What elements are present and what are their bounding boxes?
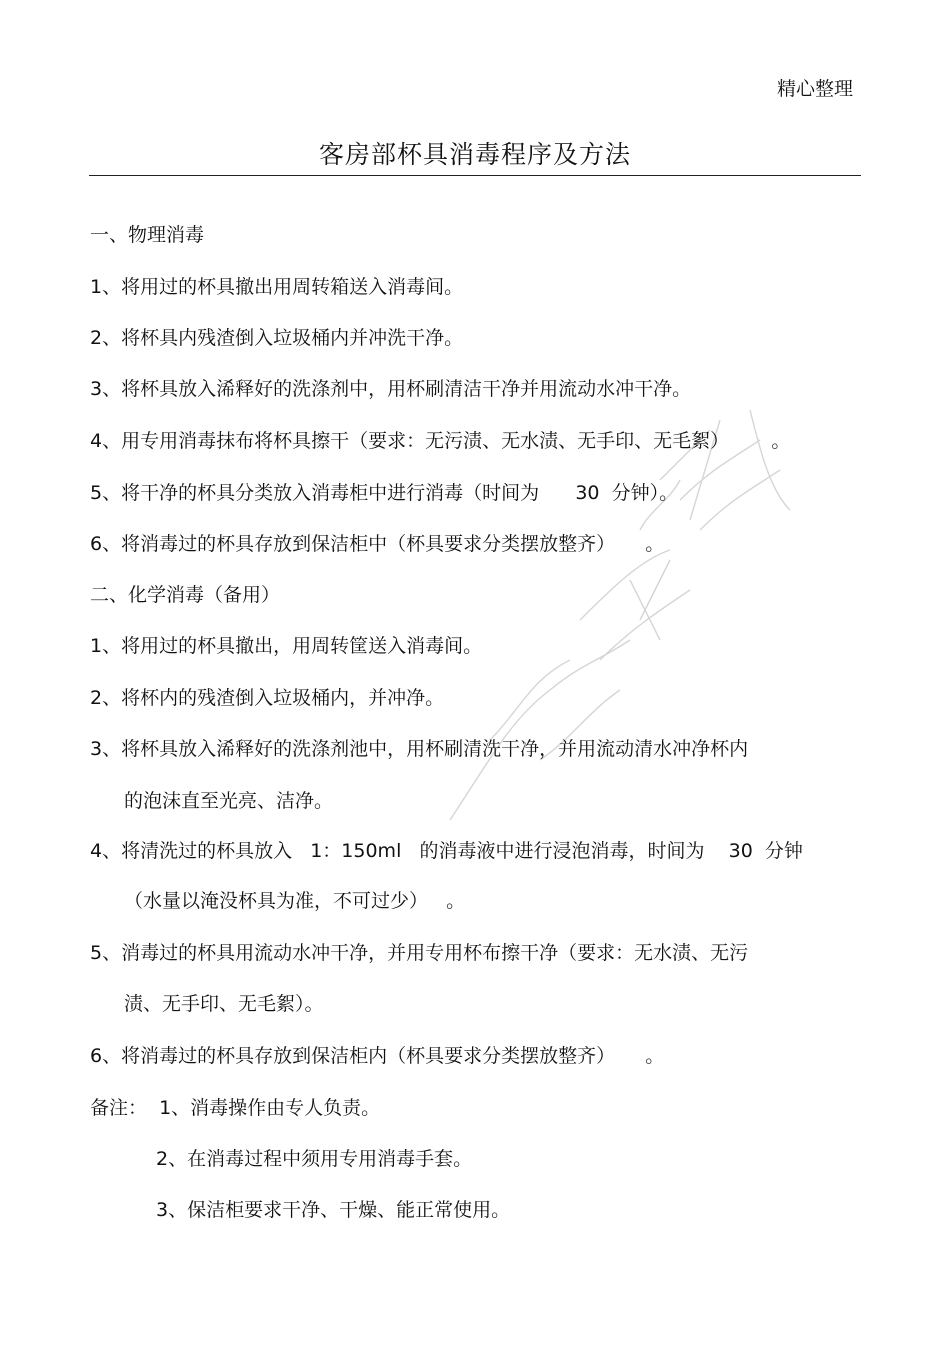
list-item: 5、将干净的杯具分类放入消毒柜中进行消毒（时间为 30 分钟）。 (90, 482, 679, 504)
list-item: 4、将清洗过的杯具放入 1：150ml 的消毒液中进行浸泡消毒，时间为 30 分钟 (90, 840, 803, 862)
section-heading-physical: 一、物理消毒 (90, 224, 205, 246)
list-item: 6、将消毒过的杯具存放到保洁柜中（杯具要求分类摆放整齐） 。 (90, 533, 665, 555)
list-item: 2、将杯具内残渣倒入垃圾桶内并冲洗干净。 (90, 327, 464, 349)
list-item: 3、将杯具放入浠释好的洗涤剂池中，用杯刷清洗干净，并用流动清水冲净杯内 (90, 738, 749, 760)
list-item: 4、用专用消毒抹布将杯具擦干（要求：无污渍、无水渍、无手印、无毛絮） 。 (90, 430, 791, 452)
list-item: 1、将用过的杯具撤出，用周转筐送入消毒间。 (90, 635, 483, 657)
list-item: 2、将杯内的残渣倒入垃圾桶内，并冲净。 (90, 687, 445, 709)
list-item: 6、将消毒过的杯具存放到保洁柜内（杯具要求分类摆放整齐） 。 (90, 1045, 665, 1067)
list-item: 5、消毒过的杯具用流动水冲干净，并用专用杯布擦干净（要求：无水渍、无污 (90, 942, 749, 964)
document-title: 客房部杯具消毒程序及方法 (318, 140, 631, 169)
list-item-continuation: （水量以淹没杯具为准，不可过少） 。 (124, 890, 466, 912)
section-heading-chemical: 二、化学消毒（备用） (90, 584, 281, 606)
list-item-continuation: 渍、无手印、无毛絮）。 (124, 993, 324, 1015)
list-item-continuation: 的泡沫直至光亮、洁净。 (124, 790, 334, 812)
list-item: 1、将用过的杯具撤出用周转箱送入消毒间。 (90, 276, 464, 298)
list-item: 3、将杯具放入浠释好的洗涤剂中，用杯刷清洁干净并用流动水冲干净。 (90, 378, 692, 400)
note-line: 3、保洁柜要求干净、干燥、能正常使用。 (156, 1199, 511, 1221)
note-line: 备注： 1、消毒操作由专人负责。 (90, 1097, 381, 1119)
header-note: 精心整理 (776, 78, 853, 100)
title-divider (89, 175, 861, 176)
note-line: 2、在消毒过程中须用专用消毒手套。 (156, 1148, 473, 1170)
